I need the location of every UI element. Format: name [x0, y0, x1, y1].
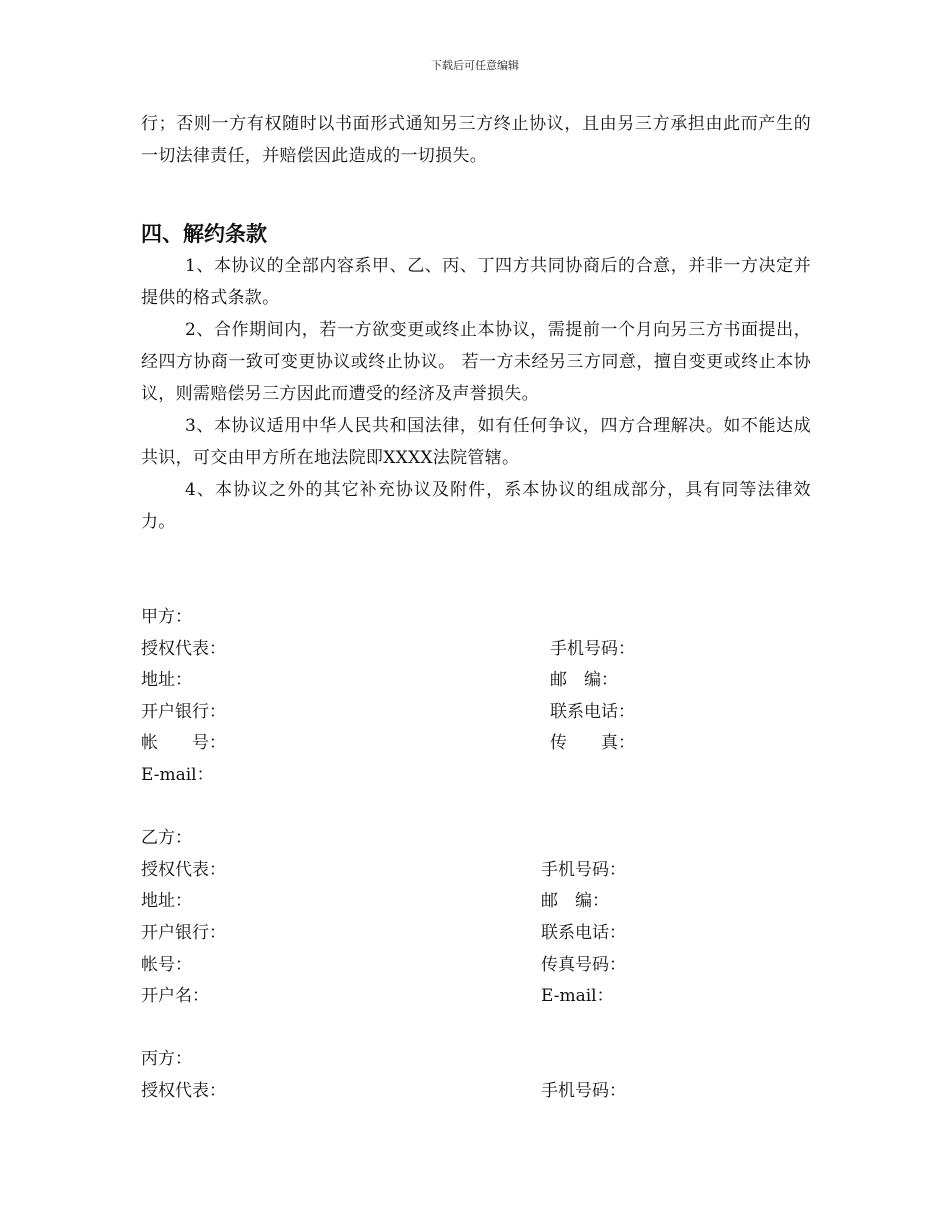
party-a-address-label: 地址： [141, 670, 192, 691]
party-b-address-label: 地址： [141, 891, 192, 912]
party-c-rep-label: 授权代表： [141, 1080, 226, 1101]
party-c-block [141, 1044, 811, 1107]
party-a-phone-label: 联系电话： [550, 701, 635, 722]
document-body [141, 108, 811, 1108]
party-b-mobile-label: 手机号码： [541, 859, 626, 880]
clause-1: 1、本协议的全部内容系甲、乙、丙、丁四方共同协商后的合意，并非一方决定并提供的格式条款。 [141, 256, 811, 308]
party-a-postcode-label: 邮 编： [550, 670, 618, 691]
continuation-paragraph: 行；否则一方有权随时以书面形式通知另三方终止协议，且由另三方承担由此而产生的一切法律责任，并赔偿因此造成的一切损失。 [141, 114, 811, 166]
party-a-title: 甲方： [141, 607, 192, 627]
party-a-email-label: E-mail： [141, 764, 214, 785]
clause-4: 4、本协议之外的其它补充协议及附件，系本协议的组成部分，具有同等法律效力。 [141, 480, 811, 532]
party-b-bank-label: 开户银行： [141, 922, 226, 943]
section-title: 四、解约条款 [141, 221, 267, 246]
party-a-rep-label: 授权代表： [141, 638, 226, 659]
party-b-holder-label: 开户名： [141, 986, 209, 1007]
page-header: 下载后可任意编辑 [431, 59, 519, 72]
clause-3: 3、本协议适用中华人民共和国法律，如有任何争议，四方合理解决。如不能达成共识，可交由甲方所在地法院即XXXX法院管辖。 [141, 416, 811, 468]
party-b-title: 乙方： [141, 828, 192, 849]
party-b-phone-label: 联系电话： [541, 922, 626, 943]
party-a-account-label: 帐 号： [141, 733, 226, 754]
clause-2: 2、合作期间内，若一方欲变更或终止本协议，需提前一个月向另三方书面提出，经四方协商一致可变更协议或终止协议。 若一方未经另三方同意，擅自变更或终止本协议，则需赔偿另三方因此而遭受的经济及声誉损失。 [141, 320, 811, 404]
party-b-email-label: E-mail： [541, 986, 614, 1007]
party-b-account-label: 帐号： [141, 954, 192, 975]
party-c-mobile-label: 手机号码： [541, 1080, 626, 1101]
party-b-block [141, 823, 811, 1013]
party-b-postcode-label: 邮 编： [541, 891, 609, 912]
party-a-block [141, 602, 811, 792]
party-a-fax-label: 传 真： [550, 733, 635, 754]
party-c-title: 丙方： [141, 1049, 192, 1070]
party-a-mobile-label: 手机号码： [550, 638, 635, 659]
party-a-bank-label: 开户银行： [141, 701, 226, 722]
party-b-fax-label: 传真号码： [541, 954, 626, 975]
party-b-rep-label: 授权代表： [141, 859, 226, 880]
